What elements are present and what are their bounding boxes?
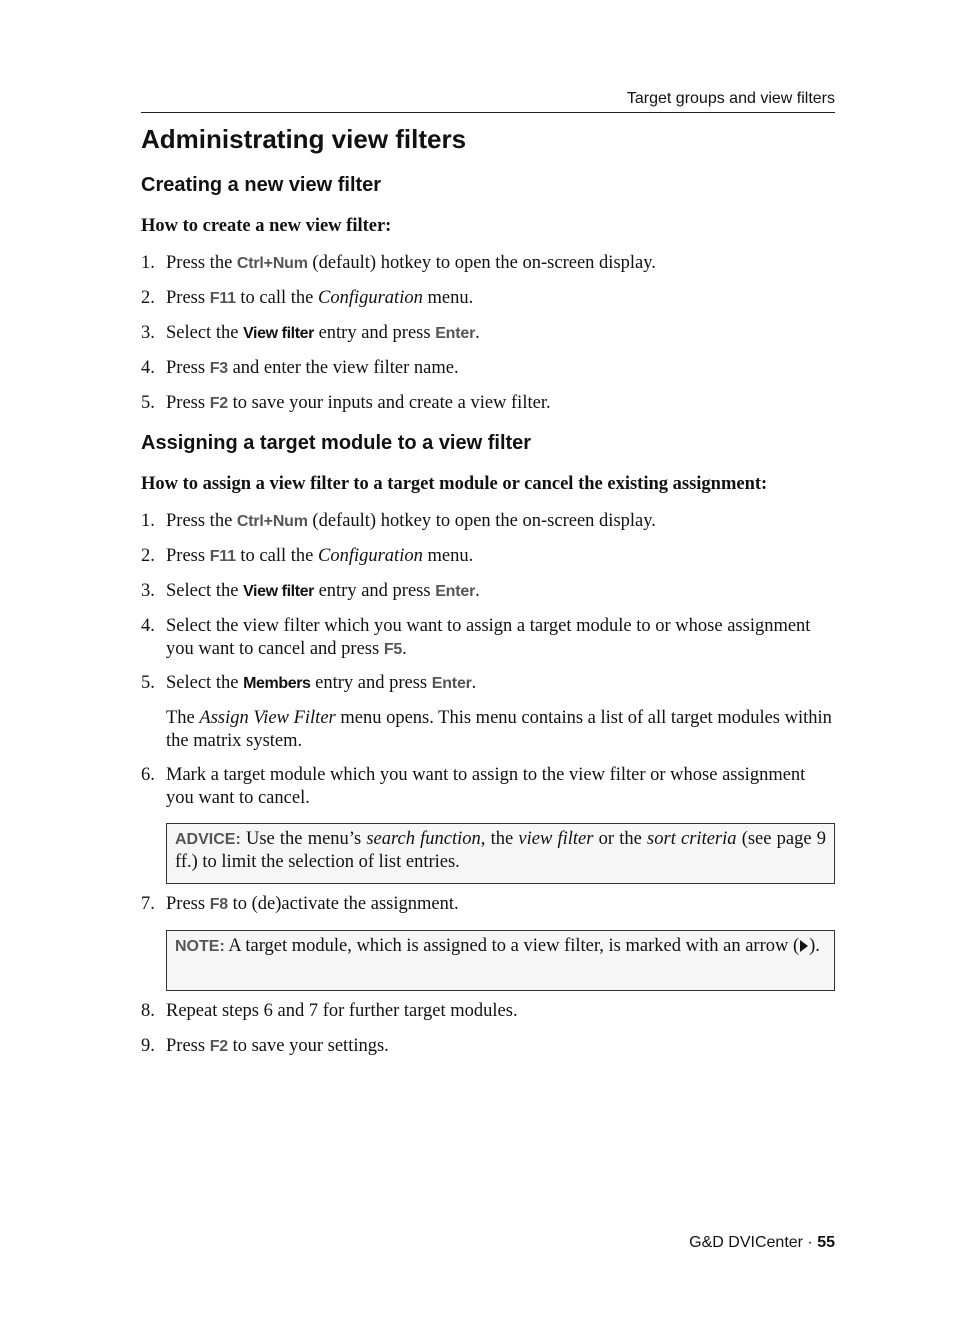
hotkey: F11	[209, 548, 236, 565]
advice-emphasis: sort criteria	[647, 829, 737, 849]
arrow-right-icon	[800, 940, 808, 952]
hotkey: Enter	[435, 583, 476, 600]
step-item	[141, 764, 835, 810]
step-text: menu.	[422, 546, 474, 566]
step-text: Press	[166, 546, 210, 566]
step-number: 6.	[141, 765, 155, 785]
hotkey: F5	[383, 641, 403, 658]
page-number: 55	[817, 1234, 835, 1251]
step-text: Repeat steps 6 and 7 for further target modules.	[166, 1001, 518, 1021]
step-text: (default) hotkey to open the on-screen display.	[307, 511, 656, 531]
advice-text: Use the menu’s	[240, 829, 367, 849]
note-text: A target module, which is assigned to a view filter, is marked with an arrow (	[224, 936, 800, 956]
hotkey: F8	[209, 896, 228, 913]
advice-text: (see page 9 ff.) to limit the selection of list entries.	[175, 829, 827, 872]
step-text: Press the	[166, 511, 237, 531]
step-text: Select the	[166, 323, 244, 343]
menu-entry: View filter	[243, 325, 314, 342]
note-text: menu opens. This menu contains a list of all target modules within the matrix system.	[166, 708, 832, 751]
step-item	[141, 322, 835, 345]
menu-name: Configuration	[317, 288, 423, 308]
step-text: entry and press	[313, 323, 436, 343]
howto-create: How to create a new view filter:	[141, 216, 392, 236]
menu-name: Assign View Filter	[199, 708, 336, 728]
step-number: 3.	[141, 323, 155, 343]
step-text: Press	[166, 393, 210, 413]
step-text: entry and press	[310, 673, 432, 693]
step-text: Press	[166, 288, 210, 308]
step-text: Select the	[166, 673, 244, 693]
running-header: Target groups and view filters	[626, 90, 835, 107]
step-text: to call the	[235, 546, 318, 566]
step-item	[141, 287, 835, 310]
step-text: (default) hotkey to open the on-screen display.	[307, 253, 656, 273]
advice-emphasis: view filter	[518, 829, 594, 849]
step-text: .	[475, 323, 480, 343]
step-number: 4.	[141, 616, 155, 636]
step-number: 4.	[141, 358, 155, 378]
step-number: 1.	[141, 253, 155, 273]
hotkey: F11	[209, 290, 236, 307]
step-number: 3.	[141, 581, 155, 601]
step-text: .	[402, 639, 407, 659]
step-number: 2.	[141, 546, 155, 566]
note-box	[166, 930, 835, 991]
step-item	[141, 580, 835, 603]
menu-entry: View filter	[243, 583, 314, 600]
step-number: 8.	[141, 1001, 155, 1021]
page-footer	[689, 1234, 835, 1252]
step-text: to save your settings.	[227, 1036, 389, 1056]
note-label: NOTE:	[175, 938, 225, 955]
menu-name: Configuration	[317, 546, 423, 566]
page-title: Administrating view filters	[141, 124, 467, 154]
step-item	[141, 672, 835, 695]
step-text: to save your inputs and create a view filter.	[227, 393, 551, 413]
step-item	[141, 893, 835, 916]
advice-label: ADVICE:	[175, 831, 241, 848]
hotkey: Enter	[435, 325, 476, 342]
step-text: Select the view filter which you want to assign a target module to or whose assignment you want to cancel and press	[166, 616, 811, 659]
hotkey: Ctrl+Num	[236, 255, 308, 272]
footer-brand: G&D DVICenter ·	[689, 1234, 818, 1251]
page-header	[141, 88, 835, 113]
step-item	[141, 615, 835, 661]
step-number: 5.	[141, 393, 155, 413]
step-item	[141, 545, 835, 568]
step-text: Press the	[166, 253, 237, 273]
step-text: Select the	[166, 581, 244, 601]
step-item	[141, 510, 835, 533]
step-text: menu.	[422, 288, 474, 308]
step-text: to (de)activate the assignment.	[227, 894, 459, 914]
step-text: .	[475, 581, 480, 601]
step-text: Mark a target module which you want to assign to the view filter or whose assignment you want to cancel.	[166, 765, 806, 808]
step-text: Press	[166, 894, 210, 914]
step-text: .	[471, 673, 477, 693]
hotkey: F2	[209, 395, 228, 412]
step-note	[166, 707, 835, 753]
step-text: Press	[166, 358, 210, 378]
step-item	[141, 1035, 835, 1058]
advice-box	[166, 823, 835, 884]
step-item	[141, 1000, 835, 1023]
step-text: to call the	[235, 288, 318, 308]
section-heading-assign: Assigning a target module to a view filter	[141, 432, 532, 454]
menu-entry: Members	[243, 675, 311, 692]
advice-text: , the	[480, 829, 519, 849]
hotkey: Ctrl+Num	[236, 513, 308, 530]
section-heading-create: Creating a new view filter	[141, 174, 382, 196]
step-number: 5.	[141, 673, 155, 693]
hotkey: Enter	[431, 675, 472, 692]
hotkey: F2	[209, 1038, 228, 1055]
step-item	[141, 392, 835, 415]
step-number: 2.	[141, 288, 155, 308]
note-text: ).	[809, 936, 820, 956]
howto-assign: How to assign a view filter to a target module or cancel the existing assignment:	[141, 474, 768, 494]
hotkey: F3	[209, 360, 228, 377]
step-text: and enter the view filter name.	[227, 358, 459, 378]
step-text: Press	[166, 1036, 210, 1056]
advice-text: or the	[593, 829, 648, 849]
step-number: 7.	[141, 894, 155, 914]
step-item	[141, 357, 835, 380]
advice-emphasis: search function	[366, 829, 481, 849]
step-number: 1.	[141, 511, 155, 531]
step-item	[141, 252, 835, 275]
note-text: The	[166, 708, 200, 728]
step-text: entry and press	[313, 581, 436, 601]
step-number: 9.	[141, 1036, 155, 1056]
